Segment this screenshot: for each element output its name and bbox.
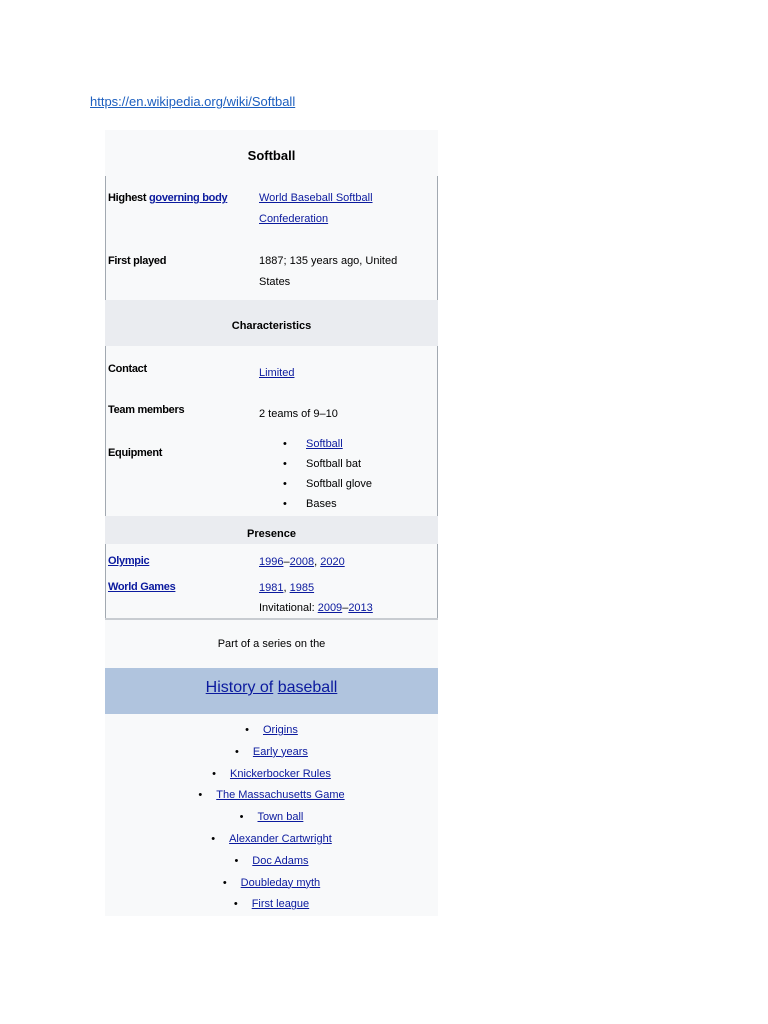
wbsc-link-line1[interactable]: World Baseball Softball [259,192,373,204]
bullet-icon: • [212,767,216,780]
list-item [105,720,438,742]
equipment-label: Equipment [108,447,163,459]
bullet-icon: • [198,789,203,802]
series-link-town-ball[interactable]: Town ball [257,811,304,824]
history-series-navbox [105,618,438,916]
history-of-link[interactable]: History of [205,679,274,696]
series-link-knickerbocker-rules[interactable]: Knickerbocker Rules [229,767,331,780]
page-url-link[interactable]: https://en.wikipedia.org/wiki/Softball [90,94,296,109]
bullet-icon: • [235,745,239,758]
olympic-1996-link[interactable]: 1996 [259,556,284,568]
series-link-origins[interactable]: Origins [263,724,298,736]
first-played-value [259,251,424,293]
bullet-icon: • [245,724,249,736]
bullet-icon: • [222,876,227,889]
team-members-label: Team members [108,404,185,416]
olympic-dash: – [283,556,290,568]
series-link-doc-adams[interactable]: Doc Adams [252,854,309,867]
first-played-value-line2: States [259,276,291,288]
bullet-icon: • [211,832,216,845]
contact-limited-link[interactable]: Limited [259,367,295,379]
series-link-early-years[interactable]: Early years [252,745,308,758]
invitational-2013-link[interactable]: 2013 [348,602,373,614]
series-list [105,720,438,916]
list-item [105,851,438,873]
olympic-comma: , [314,556,321,568]
list-item [105,785,438,807]
list-item [105,829,438,851]
olympic-value [259,555,424,569]
governing-body-value [259,188,424,230]
world-games-1985-link[interactable]: 1985 [289,582,315,594]
list-item [105,894,438,916]
presence-header: Presence [105,516,438,544]
world-games-link[interactable]: World Games [108,581,176,593]
series-link-doubleday-myth[interactable]: Doubleday myth [240,876,321,889]
series-link-alexander-cartwright[interactable]: Alexander Cartwright [229,832,332,845]
world-games-comma: , [283,582,290,594]
invitational-2009-link[interactable]: 2009 [317,602,343,614]
equipment-item-text: Softball bat [306,458,362,470]
series-link-first-league[interactable]: First league [251,898,310,911]
bullet-icon: • [239,811,244,824]
invitational-dash: – [342,602,349,614]
equipment-item [259,494,372,514]
olympic-2020-link[interactable]: 2020 [320,556,345,568]
equipment-item [259,434,372,454]
series-title [105,668,438,714]
world-games-value [259,578,424,618]
team-members-value: 2 teams of 9–10 [259,408,338,420]
first-played-label: First played [108,255,167,267]
equipment-item-text: Bases [306,498,337,510]
list-item [105,807,438,829]
wbsc-link-line2[interactable]: Confederation [259,213,329,225]
bullet-icon: • [233,898,238,911]
characteristics-header: Characteristics [105,300,438,346]
governing-body-link[interactable]: governing body [149,192,228,204]
world-games-1981-link[interactable]: 1981 [259,582,284,594]
equipment-list [259,434,372,514]
equipment-item [259,454,372,474]
governing-body-label [108,192,227,204]
list-item [105,764,438,786]
equipment-item [259,474,372,494]
first-played-value-line1: 1887; 135 years ago, United [259,255,398,267]
series-intro: Part of a series on the [217,638,326,650]
list-item [105,873,438,895]
contact-label: Contact [108,363,147,375]
governing-body-label-prefix: Highest [108,192,149,204]
olympic-2008-link[interactable]: 2008 [289,556,315,568]
bullet-icon: • [234,854,239,867]
equipment-softball-link[interactable]: Softball [306,438,343,450]
olympic-link[interactable]: Olympic [108,555,150,567]
baseball-link[interactable]: baseball [277,679,338,696]
invitational-label: Invitational: [259,602,318,614]
series-link-massachusetts-game[interactable]: The Massachusetts Game [216,789,345,802]
infobox-title: Softball [247,148,296,163]
equipment-item-text: Softball glove [306,478,373,490]
list-item [105,742,438,764]
softball-infobox [105,130,438,916]
